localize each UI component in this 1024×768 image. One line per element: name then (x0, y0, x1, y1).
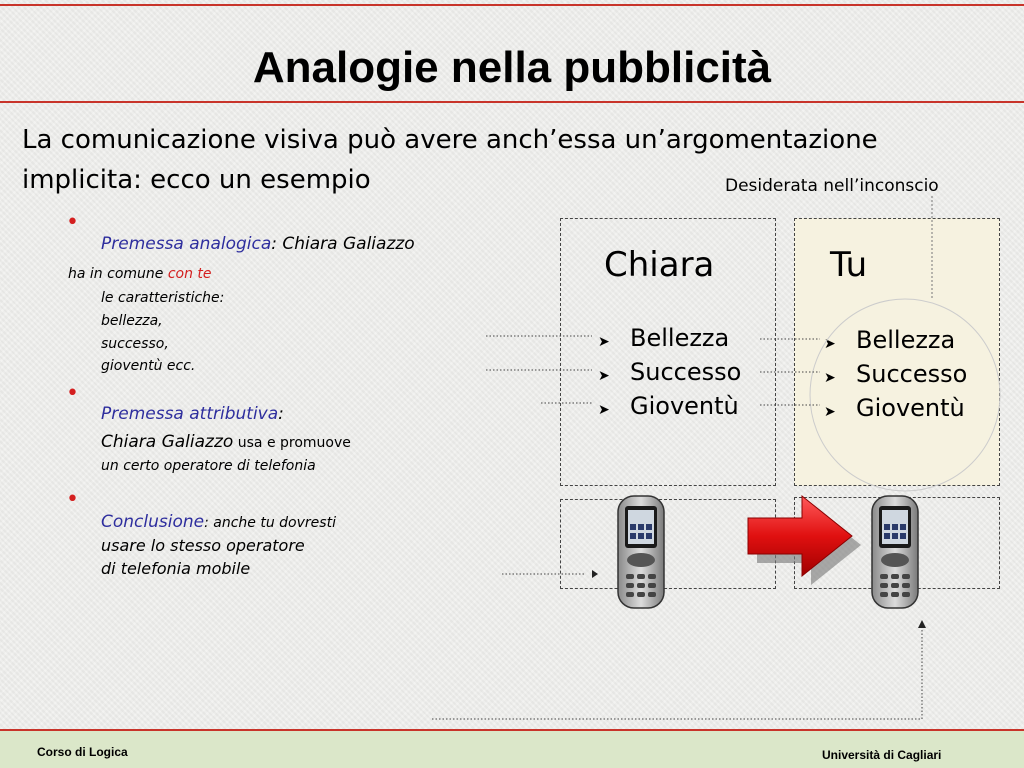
item-label: Successo (856, 360, 968, 388)
premise2-action: usa e promuove (233, 435, 351, 451)
item-label: Successo (630, 358, 742, 386)
conclusion-rest: : anche tu dovresti (204, 515, 336, 531)
footer-rule (0, 729, 1024, 731)
premise1-text-a: ha in comune (68, 266, 168, 282)
footer-university: Università di Cagliari (822, 748, 942, 762)
premise1-label: Premessa analogica (101, 234, 272, 254)
page-title: Analogie nella pubblicità (252, 43, 772, 92)
premise2-label: Premessa attributiva (101, 404, 279, 424)
desiderata-label: Desiderata nell’inconscio (725, 176, 939, 196)
item-label: Bellezza (856, 326, 956, 354)
arrow-bullet-icon: ➤ (598, 334, 610, 350)
bullet-dot: • (66, 381, 79, 406)
intro-line-1: La comunicazione visiva può avere anch’essa un’argomentazione (22, 125, 878, 155)
premise2-line-b: un certo operatore di telefonia (101, 458, 316, 474)
premise1-line-d: successo, (101, 336, 169, 352)
arrow-bullet-icon: ➤ (824, 336, 836, 352)
premise1-line-e: gioventù ecc. (101, 358, 196, 374)
premise1-con-te: con te (167, 266, 212, 282)
phone-image-right (872, 496, 918, 608)
pointer-arrowhead (592, 570, 598, 578)
pointer-line (432, 628, 922, 719)
arrow-bullet-icon: ➤ (598, 368, 610, 384)
premise1-subject: : Chiara Galiazzo (271, 234, 415, 254)
phone-image-left (618, 496, 664, 608)
inconscio-circle (810, 299, 1000, 491)
premise2-colon: : (278, 404, 284, 424)
item-label: Gioventù (856, 394, 965, 422)
pointer-arrowhead (918, 620, 926, 628)
premise2-subject: Chiara Galiazzo (101, 432, 234, 452)
premise1-line-b: le caratteristiche: (101, 290, 225, 306)
arrow-bullet-icon: ➤ (598, 402, 610, 418)
item-label: Gioventù (630, 392, 739, 420)
conclusion-line-b: usare lo stesso operatore (101, 536, 305, 555)
big-red-arrow-icon (748, 496, 861, 585)
arrow-bullet-icon: ➤ (824, 404, 836, 420)
arrow-bullet-icon: ➤ (824, 370, 836, 386)
premise1-line-c: bellezza, (101, 313, 163, 329)
intro-line-2: implicita: ecco un esempio (22, 165, 371, 195)
chiara-heading: Chiara (604, 245, 715, 285)
conclusion-label: Conclusione (101, 512, 205, 532)
conclusion-line-c: di telefonia mobile (101, 559, 251, 578)
bullet-dot: • (66, 210, 79, 235)
footer-course: Corso di Logica (37, 745, 128, 759)
bullet-dot: • (66, 487, 79, 512)
item-label: Bellezza (630, 324, 730, 352)
tu-heading: Tu (830, 245, 868, 285)
